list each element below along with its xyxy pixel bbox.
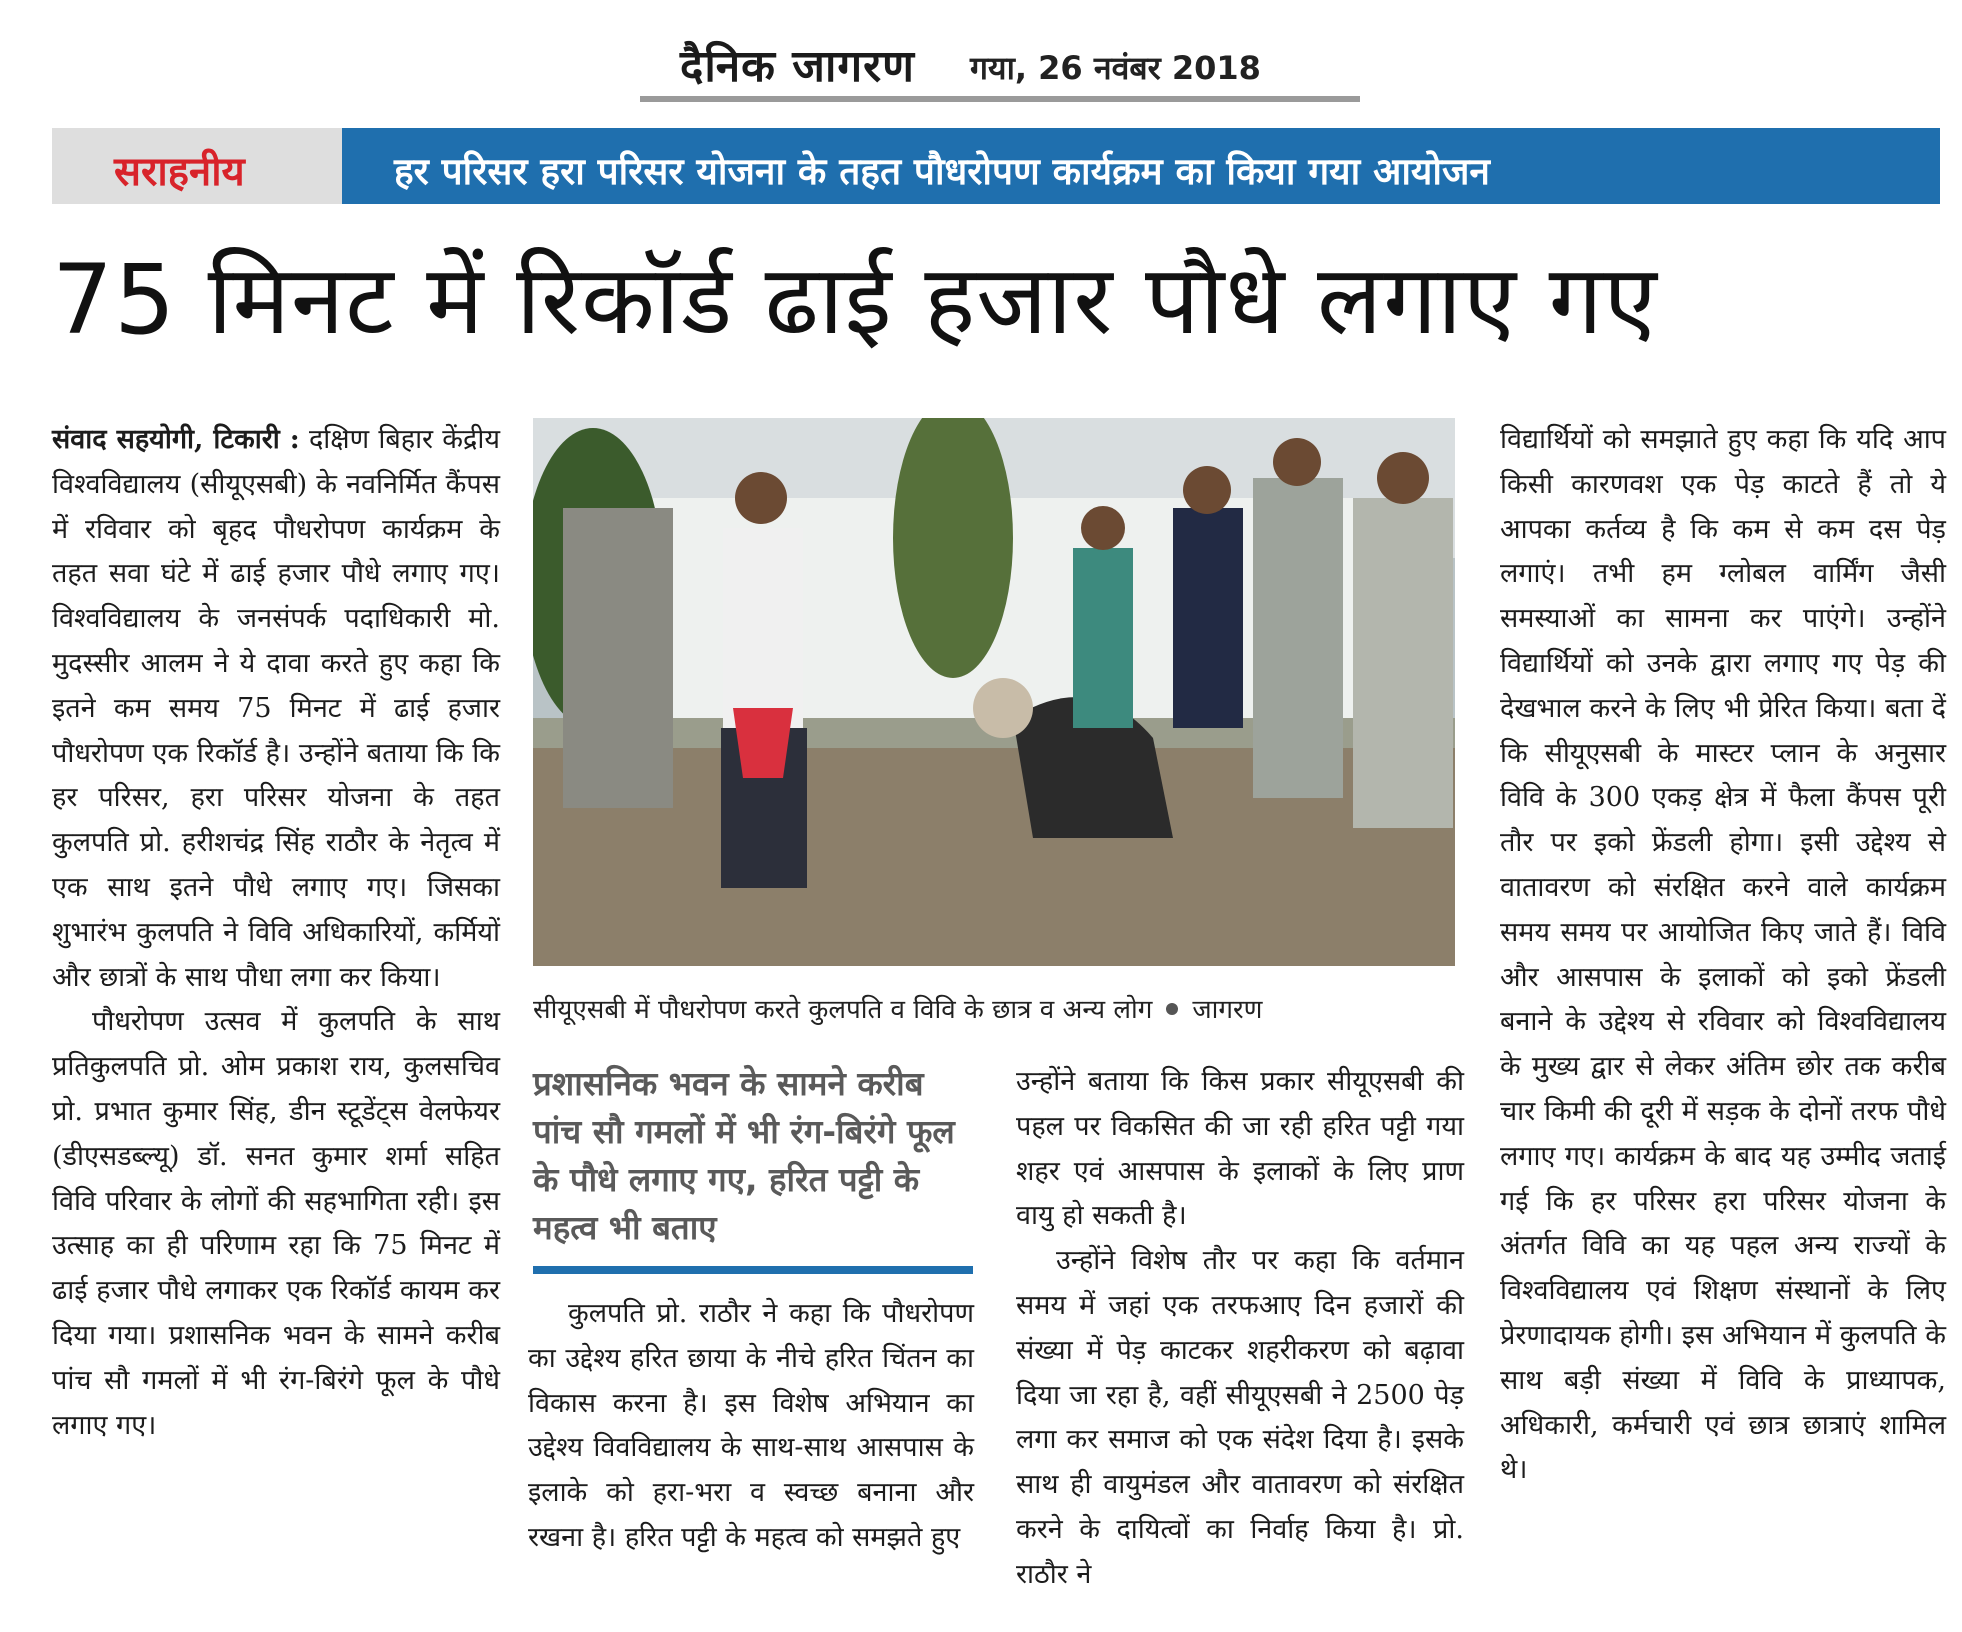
kicker-text: हर परिसर हरा परिसर योजना के तहत पौधरोपण कार्यक्रम का किया गया आयोजन [394,150,1490,193]
paragraph: विद्यार्थियों को समझाते हुए कहा कि यदि आप किसी कारणवश एक पेड़ काटते हैं तो ये आपका कर्तव्य है कि कम से कम दस पेड़ लगाएं। तभी हम ग्लोबल वार्मिंग जैसी समस्याओं का सामना कर पाएंगे। उन्होंने विद्यार्थियों को उनके द्वारा लगाए गए पेड़ की देखभाल करने के लिए भी प्रेरित किया। बता दें कि सीयूएसबी के मास्टर प्लान के अनुसार विवि के 300 एकड़ क्षेत्र में फैला कैंपस पूरी तौर पर इको फ्रेंडली होगा। इसी उद्देश्य से वातावरण को संरक्षित करने वाले कार्यक्रम समय समय पर आयोजित किए जाते हैं। विवि और आसपास के इलाकों को इको फ्रेंडली बनाने के उद्देश्य से रविवार को विश्वविद्यालय के मुख्य द्वार से लेकर अंतिम छोर तक करीब चार किमी की दूरी में सड़क के दोनों तरफ पौधे लगाए गए। कार्यक्रम के बाद यह उम्मीद जताई गई कि हर परिसर हरा परिसर योजना के अंतर्गत विवि का यह पहल अन्य राज्यों के विश्वविद्यालय एवं शिक्षण संस्थानों के लिए प्रेरणादायक होगी। इस अभियान में कुलपति के साथ बड़ी संख्या में विवि के प्राध्यापक, अधिकारी, कर्मचारी एवं छात्र छात्राएं शामिल थे। [1500,424,1946,1486]
masthead-rule [640,96,1360,102]
paragraph [52,418,500,1000]
paragraph: कुलपति प्रो. राठौर ने कहा कि पौधरोपण का उद्देश्य हरित छाया के नीचे हरित चिंतन का विकास करना है। इस विशेष अभियान का उद्देश्य विवविद्यालय के साथ-साथ आसपास के इलाके को हरा-भरा व स्वच्छ बनाना और रखना है। हरित पट्टी के महत्व को समझते हुए [528,1298,974,1553]
section-tag-label: सराहनीय [114,149,245,195]
caption-text: सीयूएसबी में पौधरोपण करते कुलपति व विवि के छात्र व अन्य लोग [533,995,1153,1025]
section-tag [52,128,342,204]
dateline: गया, 26 नवंबर 2018 [970,49,1261,87]
paragraph: पौधरोपण उत्सव में कुलपति के साथ प्रतिकुलपति प्रो. ओम प्रकाश राय, कुलसचिव प्रो. प्रभात कुमार सिंह, डीन स्टूडेंट्स वेलफेयर (डीएसडब्ल्यू) डॉ. सनत कुमार शर्मा सहित विवि परिवार के लोगों की सहभागिता रही। इस उत्साह का ही परिणाम रहा कि 75 मिनट में ढाई हजार पौधे लगाकर एक रिकॉर्ड कायम कर दिया गया। प्रशासनिक भवन के सामने करीब पांच सौ गमलों में भी रंग-बिरंगे फूल के पौधे लगाए गए। [52,1006,500,1441]
photo-illustration [533,418,1455,966]
kicker-bar [342,128,1940,204]
pull-quote: प्रशासनिक भवन के सामने करीब पांच सौ गमलों में भी रंग-बिरंगे फूल के पौधे लगाए गए, हरित पट्टी के महत्व भी बताए [533,1064,955,1247]
paragraph: उन्होंने बताया कि किस प्रकार सीयूएसबी की पहल पर विकसित की जा रही हरित पट्टी गया शहर एवं आसपास के इलाकों के लिए प्राण वायु हो सकती है। [1016,1066,1464,1232]
paragraph-text: दक्षिण बिहार केंद्रीय विश्वविद्यालय (सीयूएसबी) के नवनिर्मित कैंपस में रविवार को बृहद पौधरोपण कार्यक्रम के तहत सवा घंटे में ढाई हजार पौधे लगाए गए। विश्वविद्यालय के जनसंपर्क पदाधिकारी मो. मुदस्सीर आलम ने ये दावा करते हुए कहा कि इतने कम समय 75 मिनट में ढाई हजार पौधरोपण एक रिकॉर्ड है। उन्होंने बताया कि कि हर परिसर, हरा परिसर योजना के तहत कुलपति प्रो. हरीशचंद्र सिंह राठौर के नेतृत्व में एक साथ इतने पौधे लगाए गए। जिसका शुभारंभ कुलपति ने विवि अधिकारियों, कर्मियों और छात्रों के साथ पौधा लगा कर किया। [52,424,501,993]
paragraph: उन्होंने विशेष तौर पर कहा कि वर्तमान समय में जहां एक तरफआए दिन हजारों की संख्या में पेड़ काटकर शहरीकरण को बढ़ावा दिया जा रहा है, वहीं सीयूएसबी ने 2500 पेड़ लगा कर समाज को एक संदेश दिया है। इसके साथ ही वायुमंडल और वातावरण को संरक्षित करने के दायित्वों का निर्वाह किया है। प्रो. राठौर ने [1016,1245,1464,1590]
byline: संवाद सहयोगी, टिकारी : [52,424,300,455]
bullet-icon [1166,1003,1178,1015]
masthead [640,28,1360,104]
photo-credit: जागरण [1192,995,1263,1025]
article-column-1 [52,418,500,1603]
article-column-3 [1016,1060,1464,1608]
newspaper-brand: दैनिक जागरण [680,41,915,92]
headline: 75 मिनट में रिकॉर्ड ढाई हजार पौधे लगाए गए [52,244,1658,356]
photo-caption [533,990,1455,1034]
article-column-4 [1500,418,1946,1608]
news-photo [533,418,1455,966]
article-column-2 [528,1292,974,1608]
pull-quote-rule [533,1266,973,1274]
